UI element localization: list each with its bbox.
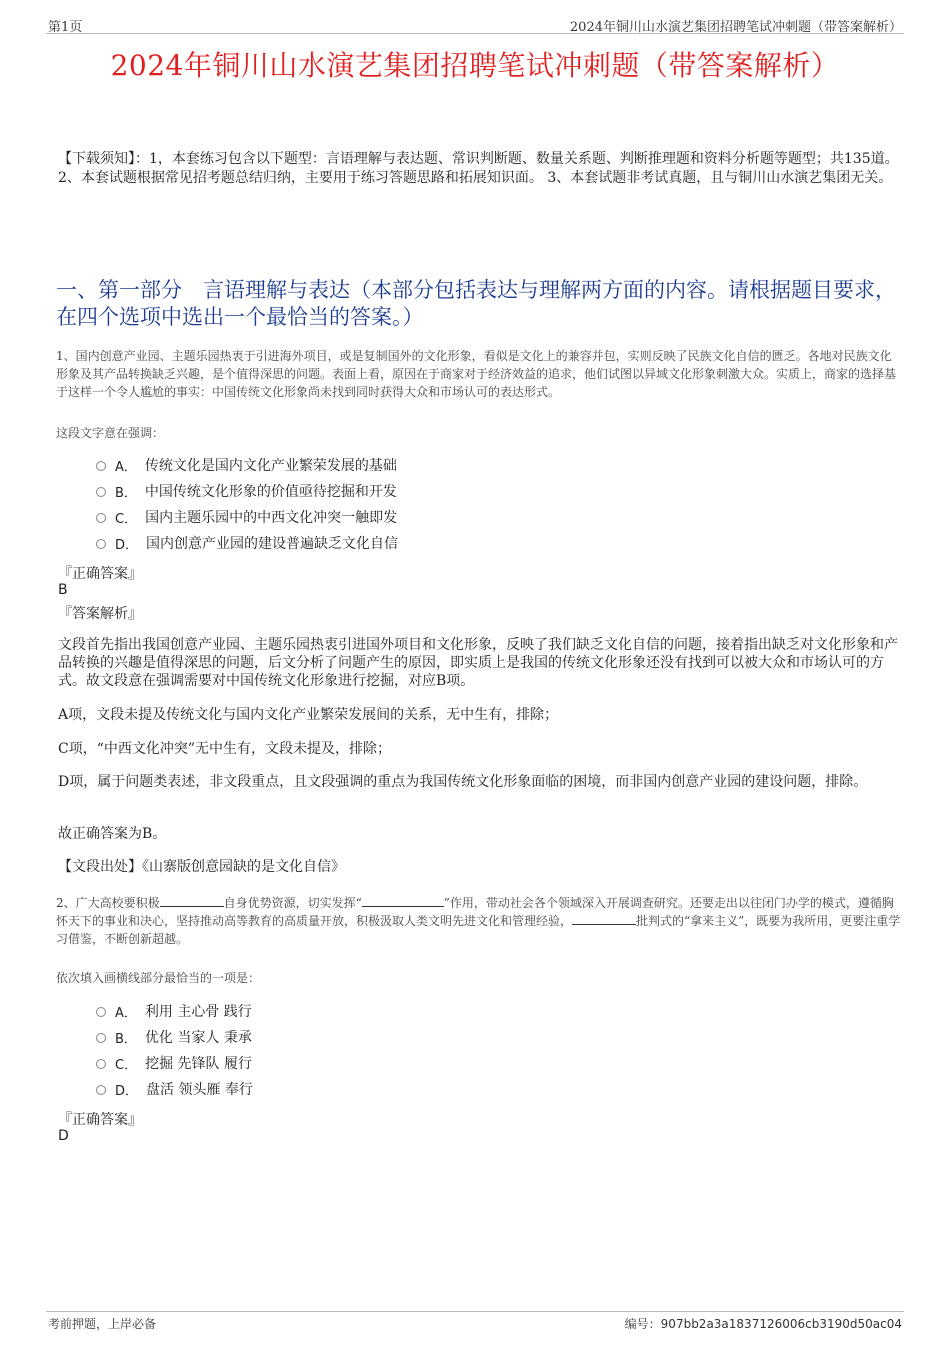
footer-code: 编号：907bb2a3a1837126006cb3190d50ac04: [624, 1317, 902, 1331]
question-1-analysis-d: D项，属于问题类表述，非文段重点，且文段强调的重点为我国传统文化形象面临的困境，而非国内创意产业园的建设问题，排除。: [58, 774, 868, 790]
page-header: [46, 14, 904, 34]
radio-icon[interactable]: [96, 461, 106, 471]
radio-icon[interactable]: [96, 539, 106, 549]
radio-icon[interactable]: [96, 1033, 106, 1043]
question-1-prompt: 这段文字意在强调：: [56, 426, 165, 440]
question-1-answer: B: [58, 582, 68, 598]
correct-answer-label: 『正确答案』: [58, 566, 142, 582]
radio-icon[interactable]: [96, 1085, 106, 1095]
page-number: 第1页: [48, 20, 83, 35]
analysis-label: 『答案解析』: [58, 606, 142, 622]
download-notice: 【下载须知】：1，本套练习包含以下题型：言语理解与表达题、常识判断题、数量关系题、判断推理题和资料分析题等题型；共135道。 2、本套试题根据常见招考题总结归纳，主要用于练习答题思路和拓展知识面。 3、本套试题非考试真题，且与铜川山水演艺集团无关。: [58, 151, 899, 186]
fill-blank-1[interactable]: [160, 895, 224, 907]
radio-icon[interactable]: [96, 487, 106, 497]
question-2-option-d[interactable]: D． 盘活 领头雁 奉行: [96, 1076, 253, 1102]
question-1-analysis-c: C项，“中西文化冲突”无中生有，文段未提及，排除；: [58, 741, 392, 757]
question-1-option-d[interactable]: D． 国内创意产业园的建设普遍缺乏文化自信: [96, 530, 398, 556]
question-1-analysis-a: A项，文段未提及传统文化与国内文化产业繁荣发展间的关系，无中生有，排除；: [58, 707, 559, 723]
question-2-stem: 2、广大高校要积极 自身优势资源，切实发挥“ ”作用，带动社会各个领域深入开展调查研究。还要走出以往闭门办学的模式，遵循胸怀天下的事业和决心，坚持推动高等教育的高质量开放，积极汲取人类文明先进文化和管理经验， 批判式的“拿来主义”，既要为我所用，更要注重学习借鉴，不断创新超越。: [56, 896, 901, 946]
radio-icon[interactable]: [96, 1059, 106, 1069]
question-1-options: [96, 452, 398, 556]
section-heading: 一、第一部分 言语理解与表达（本部分包括表达与理解两方面的内容。请根据题目要求，在四个选项中选出一个最恰当的答案。）: [56, 278, 896, 329]
fill-blank-3[interactable]: [572, 913, 636, 925]
footer-slogan: 考前押题，上岸必备: [48, 1317, 157, 1331]
question-1-stem: 1、国内创意产业园、主题乐园热衷于引进海外项目，或是复制国外的文化形象，看似是文化上的兼容并包，实则反映了民族文化自信的匮乏。各地对民族文化形象及其产品转换缺乏兴趣，是个值得深思的问题。表面上看，原因在于商家对于经济效益的追求，他们试图以异域文化形象刺激大众。实质上，商家的选择基于这样一个令人尴尬的事实：中国传统文化形象尚未找到同时获得大众和市场认可的表达形式。: [56, 349, 897, 399]
question-2-prompt: 依次填入画横线部分最恰当的一项是：: [56, 971, 261, 985]
question-1-analysis-main: 文段首先指出我国创意产业园、主题乐园热衷引进国外项目和文化形象，反映了我们缺乏文化自信的问题，接着指出缺乏对文化形象和产品转换的兴趣是值得深思的问题，后文分析了问题产生的原因，即实质上是我国的传统文化形象还没有找到可以被大众和市场认可的方式。故文段意在强调需要对中国传统文化形象进行挖掘，对应B项。: [58, 637, 898, 689]
fill-blank-2[interactable]: [362, 895, 444, 907]
question-1-option-a[interactable]: A． 传统文化是国内文化产业繁荣发展的基础: [96, 452, 398, 478]
question-2-options: [96, 998, 253, 1102]
radio-icon[interactable]: [96, 1007, 106, 1017]
header-title: 2024年铜川山水演艺集团招聘笔试冲刺题（带答案解析）: [569, 20, 902, 35]
question-2-option-b[interactable]: B． 优化 当家人 秉承: [96, 1024, 253, 1050]
page-footer: [46, 1311, 904, 1335]
question-2-option-c[interactable]: C． 挖掘 先锋队 履行: [96, 1050, 253, 1076]
question-2-answer: D: [58, 1128, 69, 1144]
correct-answer-label: 『正确答案』: [58, 1112, 142, 1128]
question-1-option-b[interactable]: B． 中国传统文化形象的价值亟待挖掘和开发: [96, 478, 398, 504]
question-1-conclusion: 故正确答案为B。: [58, 826, 167, 842]
document-title: 2024年铜川山水演艺集团招聘笔试冲刺题（带答案解析）: [110, 49, 840, 82]
radio-icon[interactable]: [96, 513, 106, 523]
question-1-option-c[interactable]: C． 国内主题乐园中的中西文化冲突一触即发: [96, 504, 398, 530]
question-1-source: 【文段出处】《山寨版创意园缺的是文化自信》: [58, 859, 345, 875]
question-2-option-a[interactable]: A． 利用 主心骨 践行: [96, 998, 253, 1024]
